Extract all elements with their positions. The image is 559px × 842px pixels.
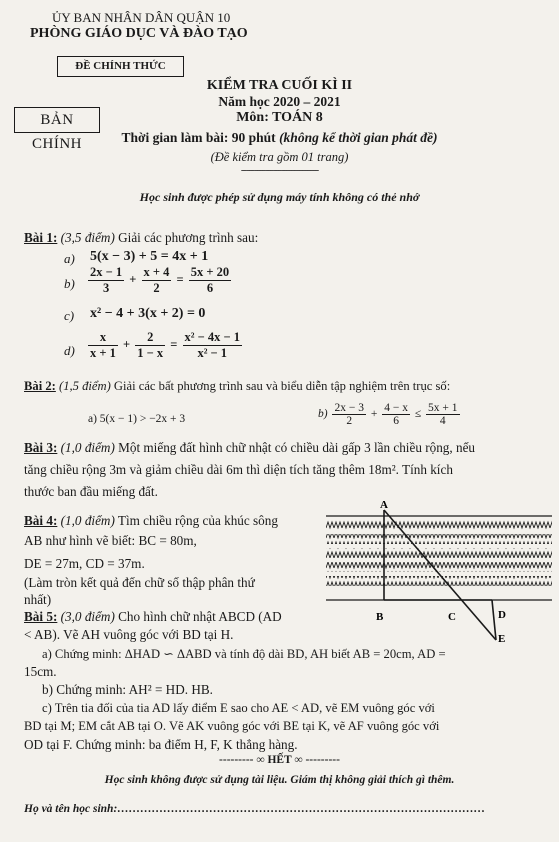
bai1-b-f3-num: 5x + 20 <box>190 265 230 279</box>
bai2-a: a) 5(x − 1) > −2x + 3 <box>88 413 186 425</box>
bai1-d-f1-num: x <box>88 330 118 346</box>
bai5-a2: 15cm. <box>24 664 57 679</box>
bai2-b-f1-num: 2x − 3 <box>334 402 364 414</box>
wave-row-4 <box>326 562 552 572</box>
bai3-line1 <box>24 440 475 456</box>
label-c: C <box>448 611 456 623</box>
ban-chinh: BẢN CHÍNH <box>32 112 82 152</box>
bai5-a1: a) Chứng minh: ΔHAD ∽ ΔABD và tính độ dài BD, AH biết AB = 20cm, AD = <box>42 647 446 661</box>
bai5-c2: BD tại M; EM cắt AB tại O. Vẽ AK vuông góc với BE tại K, vẽ AF vuông góc với <box>24 719 440 733</box>
bai1-b-f1-den: 3 <box>102 281 110 295</box>
header-dashes: ----------------------------- <box>240 164 319 176</box>
bai1-b-f2-den: 2 <box>153 281 160 295</box>
bai1-c-eq: x² − 4 + 3(x + 2) = 0 <box>90 306 206 321</box>
bai2-points: (1,5 điểm) <box>59 379 111 393</box>
time-line <box>0 130 559 146</box>
bai2-b-f3-den: 4 <box>439 415 446 427</box>
bai5-line1 <box>24 609 282 625</box>
bai4-points: (1,0 điểm) <box>60 513 115 528</box>
bai1-d-eq <box>86 330 244 361</box>
bai1-b-f2-num: x + 4 <box>143 265 170 279</box>
exam-title: KIỂM TRA CUỐI KÌ II <box>206 78 353 93</box>
bai5-c3: OD tại F. Chứng minh: ba điểm H, F, K thẳng hàng. <box>24 737 298 752</box>
bai1-d-plus: + <box>123 337 131 352</box>
bai4-line1 <box>24 513 278 529</box>
bai4-line2: AB như hình vẽ biết: BC = 80m, <box>24 533 197 548</box>
bai4-line3: DE = 27m, CD = 37m. <box>24 556 145 571</box>
bai5-line2: < AB). Vẽ AH vuông góc với BD tại H. <box>24 627 234 642</box>
bai1-points: (3,5 điểm) <box>60 230 115 245</box>
bai2-b-f1-den: 2 <box>346 415 353 427</box>
bai2-b-f2-num: 4 − x <box>384 402 408 414</box>
bai1-b-plus: + <box>129 272 137 287</box>
bai3-points: (1,0 điểm) <box>60 440 115 455</box>
bai5-label: Bài 5: <box>24 609 58 624</box>
wave-row-1 <box>326 520 552 530</box>
bai1-heading <box>24 230 258 246</box>
bai1-d-f2-num: 2 <box>135 330 165 346</box>
bai2-heading <box>24 379 450 394</box>
bai1-b-f1-num: 2x − 1 <box>90 265 123 279</box>
bai1-d-f3-num: x² − 4x − 1 <box>184 330 240 344</box>
segment-de <box>492 600 496 640</box>
bai5-b: b) Chứng minh: AH² = HD. HB. <box>42 682 213 697</box>
bai3-text1: Một miếng đất hình chữ nhật có chiều dài gấp 3 lần chiều rộng, nếu <box>118 440 476 455</box>
river-figure <box>326 500 552 648</box>
bai5-points: (3,0 điểm) <box>60 609 115 624</box>
wave-row-3 <box>326 548 552 558</box>
label-b: B <box>376 611 384 623</box>
label-a: A <box>380 500 388 511</box>
bai1-b-label: b) <box>64 276 75 291</box>
bai2-label: Bài 2: <box>24 379 56 393</box>
bai3-line3: thước ban đầu miếng đất. <box>24 484 158 499</box>
bai4-text1: Tìm chiều rộng của khúc sông <box>117 513 278 528</box>
bai1-c-label: c) <box>64 308 75 323</box>
bai1-a-label: a) <box>64 251 75 266</box>
bai1-d-f2-den: 1 − x <box>137 346 164 360</box>
bai1-b-eq <box>86 265 233 296</box>
bai2-b-plus: + <box>370 408 378 421</box>
label-e: E <box>498 633 506 645</box>
school-year: Năm học 2020 – 2021 <box>218 94 341 109</box>
wave-row-2 <box>326 534 552 544</box>
time: Thời gian làm bài: 90 phút <box>121 130 276 145</box>
bai5-c1: c) Trên tia đối của tia AD lấy điểm E sao cho AE < AD, vẽ EM vuông góc với <box>42 701 435 715</box>
bai1-b-f3-den: 6 <box>206 281 214 295</box>
calculator-note: Học sinh được phép sử dụng máy tính không có thẻ nhớ <box>139 190 420 204</box>
het-line: --------- ∞ HẾT ∞ --------- <box>219 754 340 766</box>
bai2-text: Giải các bất phương trình sau và biểu diễn tập nghiệm trên trục số: <box>113 379 451 393</box>
bai2-b-f3-num: 5x + 1 <box>428 402 458 414</box>
wave-row-5 <box>326 576 552 586</box>
bai4-line5: nhất) <box>24 592 52 607</box>
bai1-d-eq-sign: = <box>170 337 178 352</box>
bai1-d-label: d) <box>64 343 75 358</box>
bai1-label: Bài 1: <box>24 230 58 245</box>
bai3-line2: tăng chiều rộng 3m và giảm chiều dài 6m thì diện tích tăng thêm 18m². Tính kích <box>24 462 453 477</box>
header-phong: PHÒNG GIÁO DỤC VÀ ĐÀO TẠO <box>30 26 248 41</box>
bai2-b-f2-den: 6 <box>393 415 399 427</box>
student-name-line: Họ và tên học sinh:…………………………………………………………………………………… <box>24 803 486 815</box>
bai1-d-f3-den: x² − 1 <box>197 346 228 360</box>
bai2-b-label: b) <box>318 408 328 421</box>
bai1-d-f1-den: x + 1 <box>90 346 116 360</box>
bai1-text: Giải các phương trình sau: <box>118 230 259 245</box>
bai4-line4: (Làm tròn kết quả đến chữ số thập phân thứ <box>24 575 255 590</box>
footer-note: Học sinh không được sử dụng tài liệu. Giám thị không giải thích gì thêm. <box>104 774 455 786</box>
bai1-a-eq: 5(x − 3) + 5 = 4x + 1 <box>90 249 209 264</box>
time-note: (không kể thời gian phát đề) <box>279 130 438 145</box>
bai2-b-le: ≤ <box>414 408 422 421</box>
bai3-label: Bài 3: <box>24 440 58 455</box>
header-ubnd: ỦY BAN NHÂN DÂN QUẬN 10 <box>52 10 231 25</box>
bai5-text1: Cho hình chữ nhật ABCD (AD <box>118 609 282 624</box>
bai1-b-eq-sign: = <box>176 272 184 287</box>
de-chinh-thuc-box <box>57 56 184 77</box>
label-d: D <box>498 609 506 621</box>
pages-note: (Đề kiểm tra gồm 01 trang) <box>210 150 349 164</box>
bai2-b <box>318 402 462 427</box>
de-chinh-thuc: ĐỀ CHÍNH THỨC <box>75 60 166 72</box>
subject: Môn: TOÁN 8 <box>236 110 323 125</box>
bai4-label: Bài 4: <box>24 513 58 528</box>
